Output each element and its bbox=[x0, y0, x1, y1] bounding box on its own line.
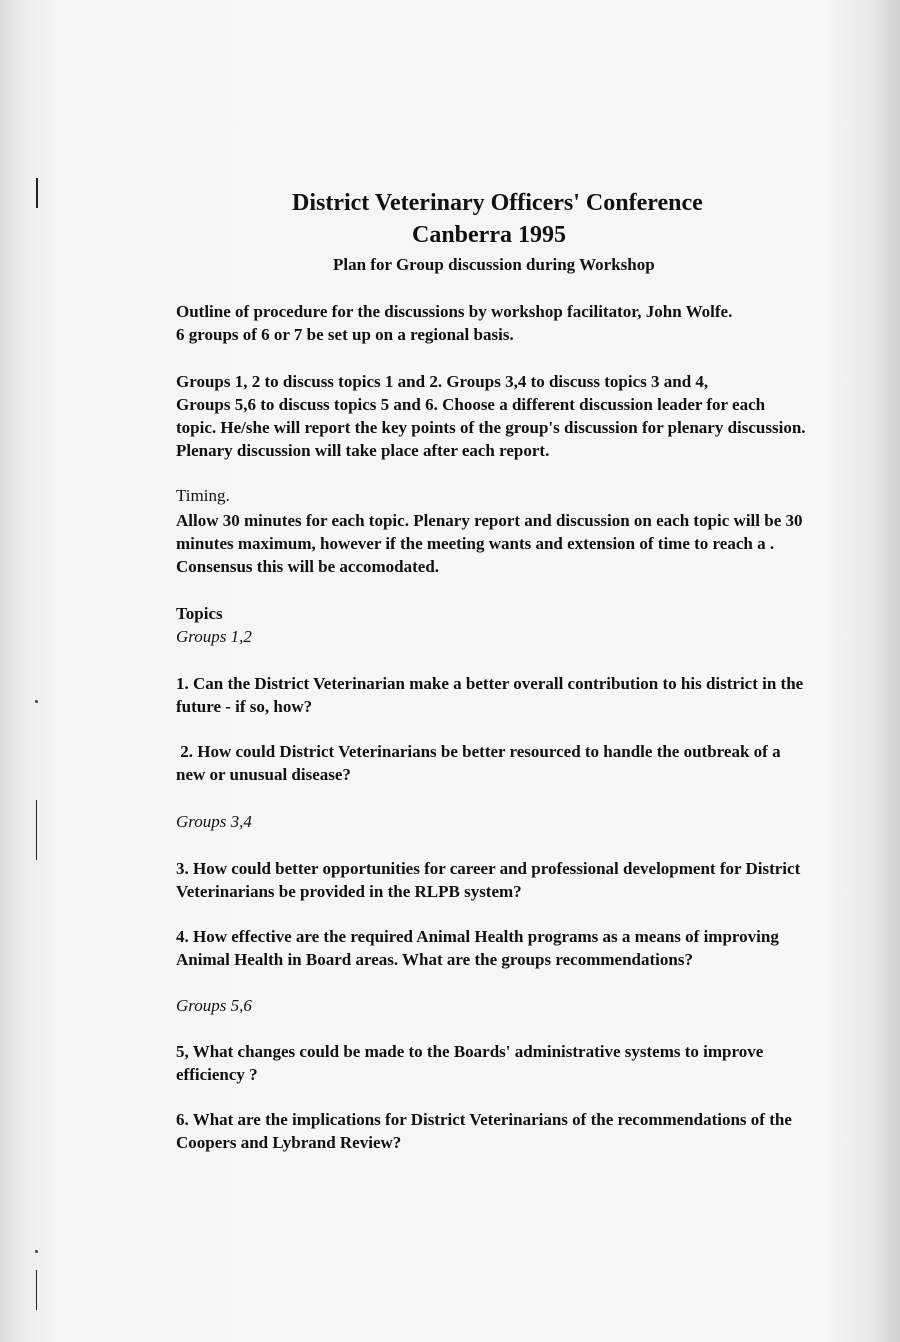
timing-line: minutes maximum, however if the meeting wants and extension of time to reach a . bbox=[176, 534, 775, 553]
binding-dot bbox=[35, 700, 38, 703]
groups-line: Groups 1, 2 to discuss topics 1 and 2. Groups 3,4 to discuss topics 3 and 4, bbox=[176, 372, 709, 391]
question-line: new or unusual disease? bbox=[176, 765, 351, 784]
groups-line: Groups 5,6 to discuss topics 5 and 6. Choose a different discussion leader for each bbox=[176, 395, 766, 414]
question-line: Coopers and Lybrand Review? bbox=[176, 1133, 402, 1152]
timing-line: Consensus this will be accomodated. bbox=[176, 557, 440, 576]
question-4 bbox=[176, 925, 866, 971]
outline-line: Outline of procedure for the discussions by workshop facilitator, John Wolfe. bbox=[176, 302, 733, 321]
question-line: 1. Can the District Veterinarian make a better overall contribution to his district in the bbox=[176, 674, 804, 693]
question-3 bbox=[176, 857, 866, 903]
outline-line: 6 groups of 6 or 7 be set up on a regional basis. bbox=[176, 325, 514, 344]
binding-mark bbox=[36, 800, 37, 860]
groups-line: topic. He/she will report the key points of the group's discussion for plenary discussion. bbox=[176, 418, 806, 437]
question-5 bbox=[176, 1040, 866, 1086]
groups-line: Plenary discussion will take place after each report. bbox=[176, 441, 550, 460]
outline-paragraph bbox=[176, 300, 866, 346]
question-line: Animal Health in Board areas. What are the groups recommendations? bbox=[176, 950, 693, 969]
question-line: efficiency ? bbox=[176, 1065, 258, 1084]
question-line: Veterinarians be provided in the RLPB system? bbox=[176, 882, 522, 901]
question-line: 5, What changes could be made to the Boards' administrative systems to improve bbox=[176, 1042, 764, 1061]
question-line: future - if so, how? bbox=[176, 697, 313, 716]
document-subtitle: Plan for Group discussion during Workshop bbox=[333, 255, 655, 274]
groups-paragraph bbox=[176, 370, 866, 462]
question-line: 4. How effective are the required Animal Health programs as a means of improving bbox=[176, 927, 779, 946]
groups-5-6-label: Groups 5,6 bbox=[176, 996, 252, 1015]
question-2 bbox=[176, 740, 866, 786]
timing-line: Allow 30 minutes for each topic. Plenary report and discussion on each topic will be 30 bbox=[176, 511, 803, 530]
timing-paragraph bbox=[176, 509, 866, 578]
question-line: 2. How could District Veterinarians be better resourced to handle the outbreak of a bbox=[176, 742, 781, 761]
timing-heading: Timing. bbox=[176, 486, 230, 505]
document-title: District Veterinary Officers' Conference bbox=[292, 190, 703, 216]
binding-dot bbox=[35, 1250, 38, 1253]
topics-heading: Topics bbox=[176, 604, 223, 623]
question-6 bbox=[176, 1108, 866, 1154]
groups-1-2-label: Groups 1,2 bbox=[176, 627, 252, 646]
question-1 bbox=[176, 672, 866, 718]
binding-mark bbox=[36, 1270, 37, 1310]
groups-3-4-label: Groups 3,4 bbox=[176, 812, 252, 831]
question-line: 6. What are the implications for District Veterinarians of the recommendations of the bbox=[176, 1110, 792, 1129]
document-title-location: Canberra 1995 bbox=[412, 222, 566, 248]
question-line: 3. How could better opportunities for career and professional development for District bbox=[176, 859, 801, 878]
binding-mark bbox=[36, 178, 38, 208]
